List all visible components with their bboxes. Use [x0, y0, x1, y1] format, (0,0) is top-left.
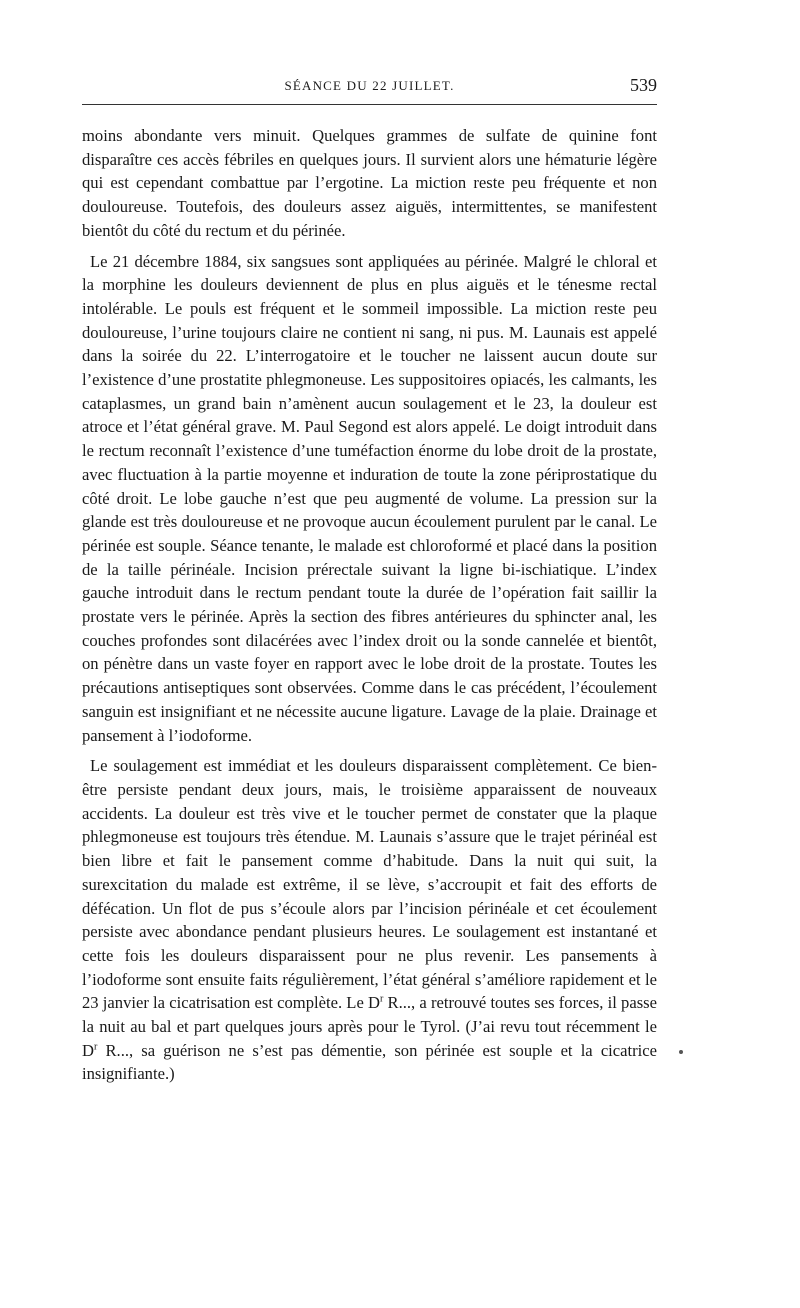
paragraph-3: [82, 754, 657, 1086]
page-number: 539: [630, 75, 657, 95]
header-rule: [82, 104, 657, 105]
running-head: [82, 74, 657, 104]
superscript-r-2: r: [93, 1041, 98, 1053]
paragraph-2: Le 21 décembre 1884, six sangsues sont appliquées au périnée. Malgré le chloral et la morphine les douleurs deviennent de plus en plus aiguës et le ténesme rectal intolérable. Le pouls est fréquent et le sommeil impossible. La miction reste peu douloureuse, l’urine toujours claire ne contient ni sang, ni pus. M. Launais est appelé dans la soirée du 22. L’interrogatoire et le toucher ne laissent aucun doute sur l’existence d’une prostatite phlegmoneuse. Les suppositoires opiacés, les calmants, les cataplasmes, un grand bain n’amènent aucun soulagement et le 23, la douleur est atroce et l’état général grave. M. Paul Segond est alors appelé. Le doigt introduit dans le rectum reconnaît l’existence d’une tuméfaction énorme du lobe droit de la prostate, avec fluctuation à la partie moyenne et induration de toute la zone périprostatique du côté droit. Le lobe gauche n’est que peu augmenté de volume. La pression sur la glande est très douloureuse et ne provoque aucun écoulement purulent par le canal. Le périnée est souple. Séance tenante, le malade est chloroformé et placé dans la position de la taille périnéale. Incision prérectale suivant la ligne bi-ischiatique. L’index gauche introduit dans le rectum pendant toute la durée de l’opération fait saillir la prostate vers le périnée. Après la section des fibres antérieures du sphincter anal, les couches profondes sont dilacérées avec l’index droit ou la sonde cannelée et bientôt, on pénètre dans un vaste foyer en rapport avec le lobe droit de la prostate. Toutes les précautions antiseptiques sont observées. Comme dans le cas précédent, l’écoulement sanguin est insignifiant et ne nécessite aucune ligature. Lavage de la plaie. Drainage et pansement à l’iodoforme.: [82, 251, 657, 745]
running-head-title: SÉANCE DU 22 JUILLET.: [284, 78, 455, 93]
paragraph-3-part-3: R..., sa guérison ne s’est pas démentie, son périnée est souple et la cicatrice insignifiante.): [82, 1040, 657, 1084]
margin-speck: [679, 1050, 683, 1054]
body-text: [82, 124, 657, 1086]
paragraph-3-part-2: R..., a retrouvé toutes ses forces, il passe la nuit au bal et part quelques jours après pour le Tyrol. (J’ai revu tout récemment le D: [82, 993, 657, 1060]
paragraph-1: moins abondante vers minuit. Quelques grammes de sulfate de quinine font disparaître ces accès fébriles en quelques jours. Il survient alors une hématurie légère qui est cependant combattue par l’ergotine. La miction reste peu fréquente et non douloureuse. Toutefois, des douleurs assez aiguës, intermittentes, se manifestent bientôt du côté du rectum et du périnée.: [82, 126, 657, 240]
superscript-r-1: r: [380, 993, 384, 1005]
paragraph-3-part-1: Le soulagement est immédiat et les douleurs disparaissent complètement. Ce bien-être persiste pendant deux jours, mais, le troisième apparaissent de nouveaux accidents. La douleur est très vive et le toucher permet de constater que la plaque phlegmoneuse est toujours très étendue. M. Launais s’assure que le trajet périnéal est bien libre et fait le pansement comme d’habitude. Dans la nuit qui suit, la surexcitation du malade est extrême, il se lève, s’accroupit et fait des efforts de défécation. Un flot de pus s’écoule alors par l’incision périnéale et cet écoulement persiste avec abondance pendant plusieurs heures. Le soulagement est instantané et cette fois les douleurs disparaissent pour ne plus revenir. Les pansements à l’iodoforme sont ensuite faits régulièrement, l’état général s’améliore rapidement et le 23 janvier la cicatrisation est complète. Le D: [82, 756, 657, 1013]
